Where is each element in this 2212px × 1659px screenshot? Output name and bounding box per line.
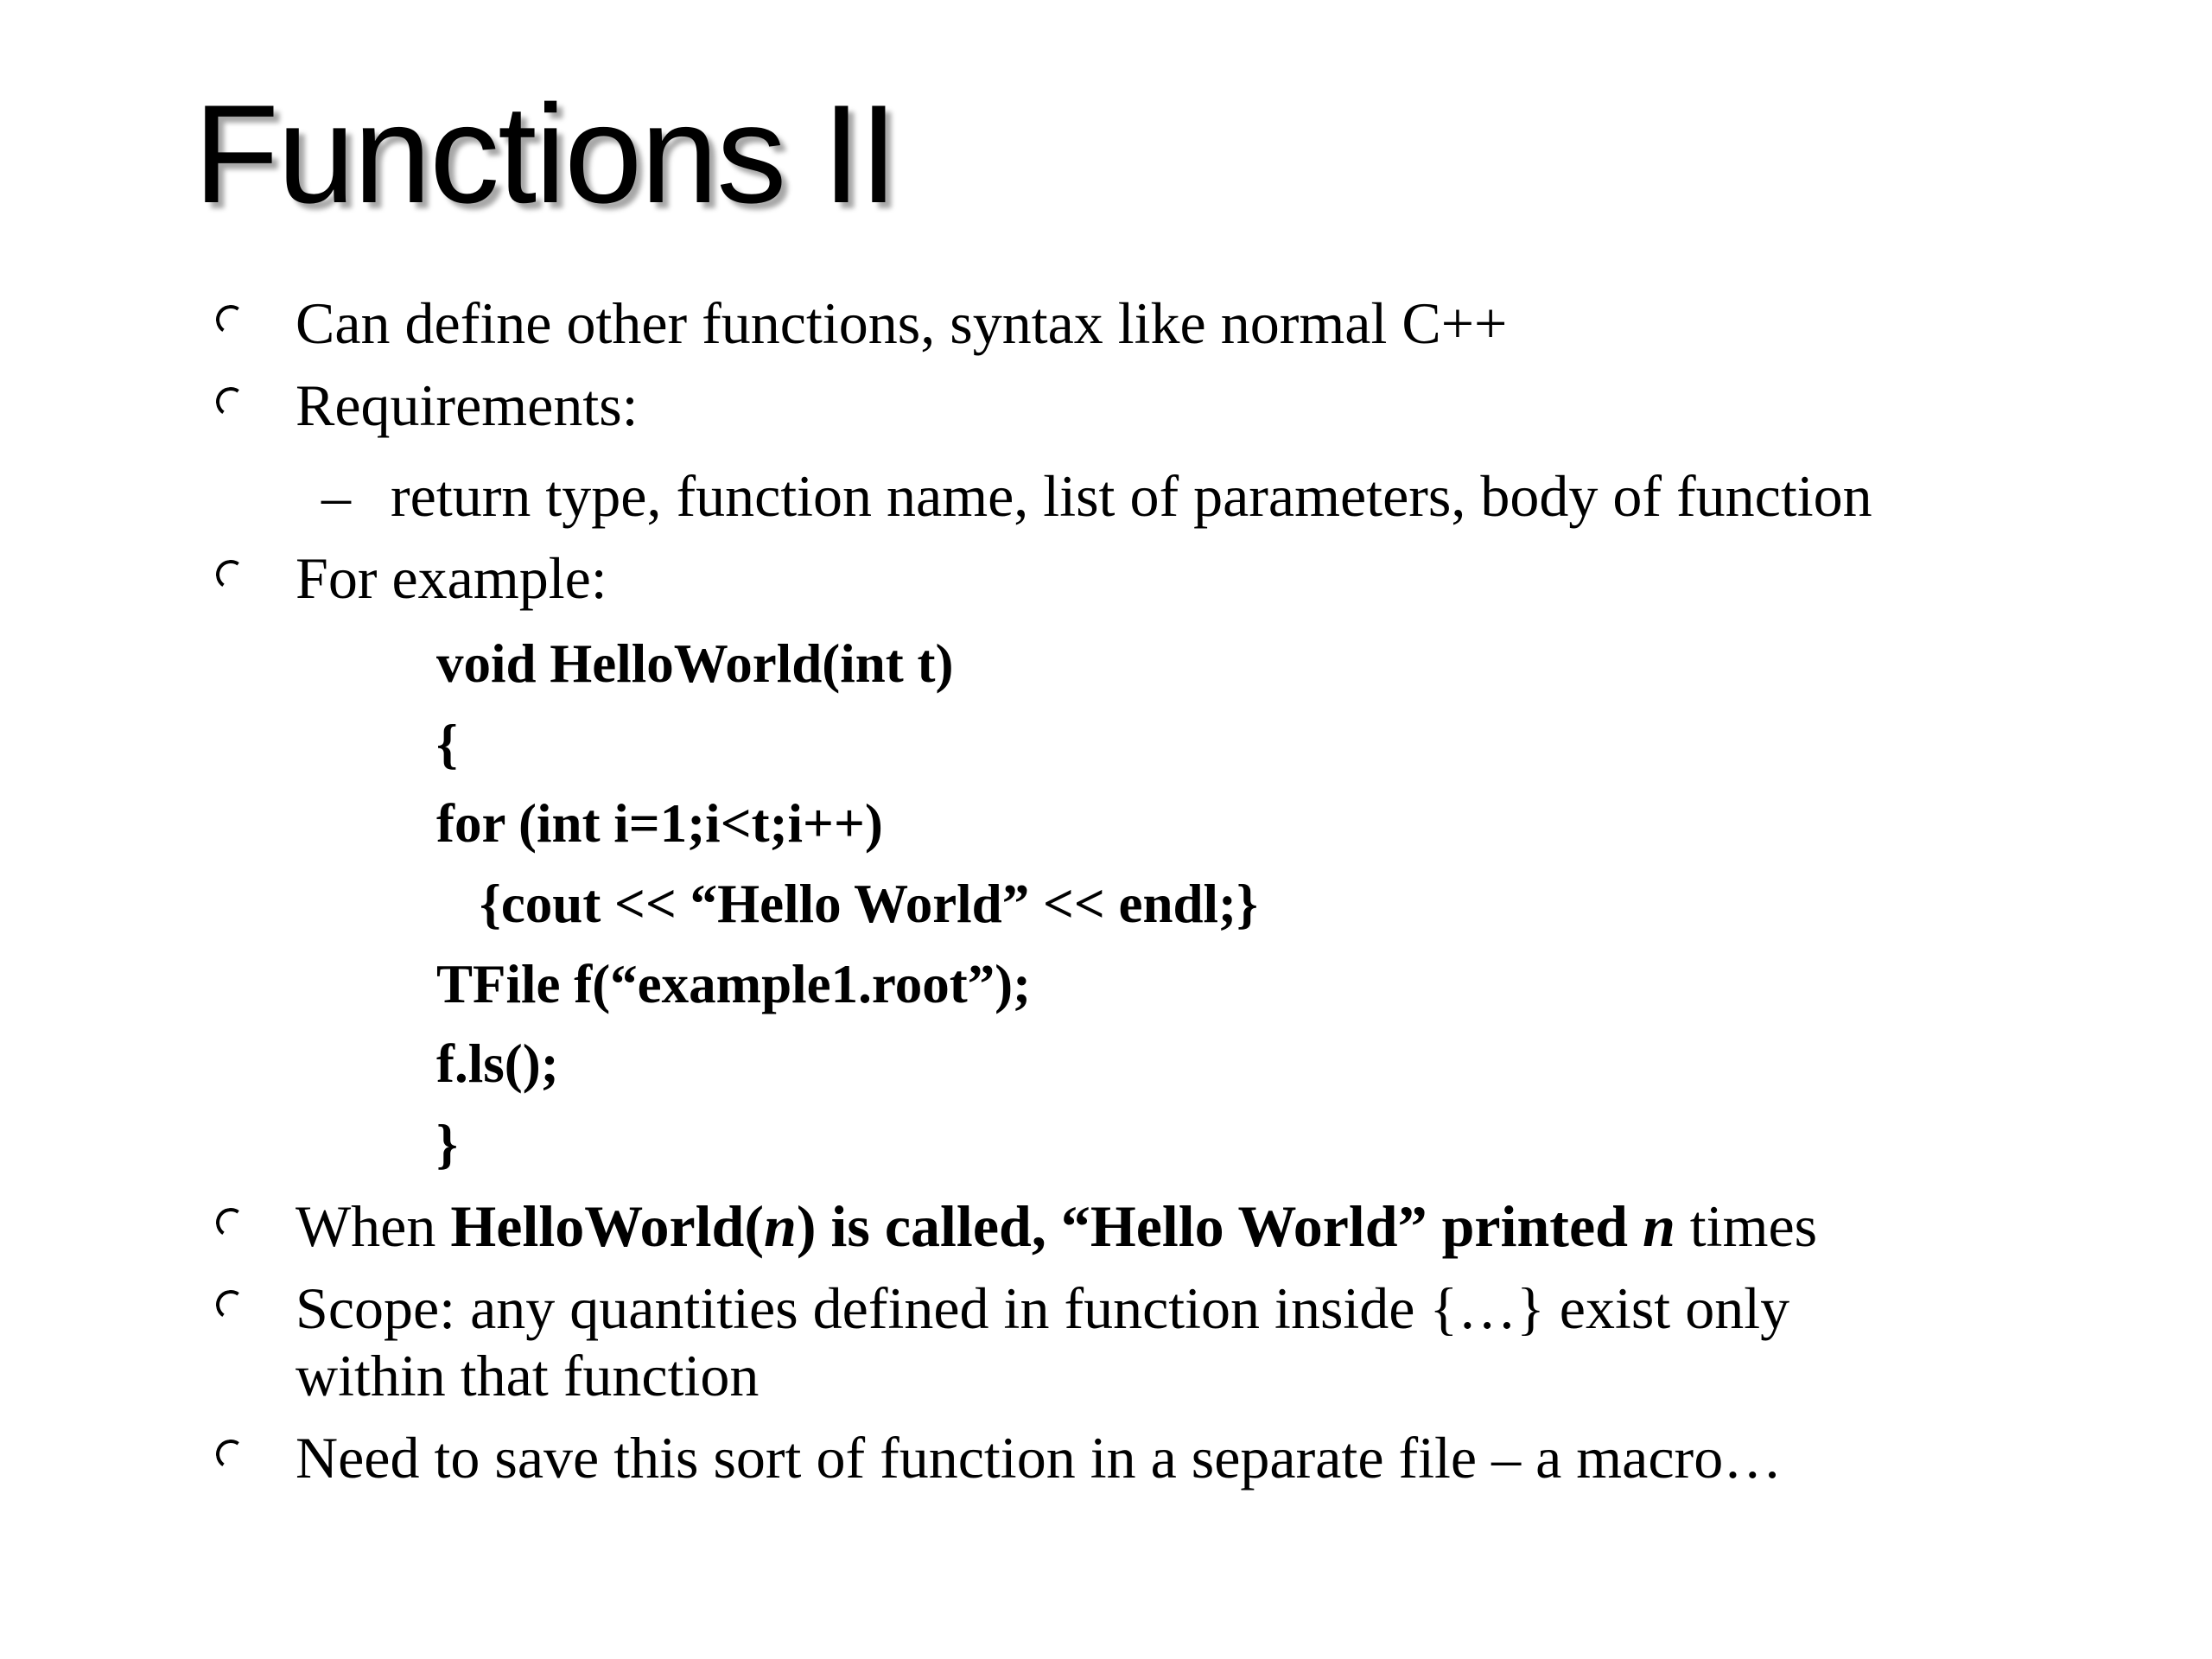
bullet-4-part: times — [1675, 1193, 1818, 1259]
bullet-icon — [213, 1205, 247, 1239]
bullet-4-arg-n: n — [764, 1193, 797, 1259]
bullet-4-part: When — [296, 1193, 451, 1259]
bullet-icon — [213, 302, 247, 336]
bullet-icon — [213, 385, 247, 418]
code-line-7: } — [436, 1114, 458, 1174]
code-line-3: for (int i=1;i<t;i++) — [436, 793, 883, 854]
bullet-text-1: Can define other functions, syntax like normal C++ — [296, 290, 1508, 356]
code-line-4: {cout << “Hello World” << endl;} — [480, 874, 1258, 934]
code-line-6: f.ls(); — [436, 1033, 559, 1094]
bullet-text-5-line-2: within that function — [296, 1343, 760, 1408]
bullet-icon — [213, 1437, 247, 1471]
bullet-text-4 — [296, 1193, 1818, 1259]
bullet-4-part: ) is called, “Hello World” printed — [796, 1193, 1643, 1259]
bullet-text-6: Need to save this sort of function in a separate file – a macro… — [296, 1425, 1783, 1491]
code-line-5: TFile f(“example1.root”); — [436, 954, 1032, 1014]
bullet-text-3: For example: — [296, 545, 607, 611]
code-line-1: void HelloWorld(int t) — [436, 633, 954, 694]
code-line-2: { — [436, 714, 458, 774]
sub-bullet-text: return type, function name, list of parameters, body of function — [391, 463, 1872, 529]
slide-title: Functions II — [194, 76, 897, 232]
bullet-4-function-name: HelloWorld( — [450, 1193, 765, 1259]
bullet-icon — [213, 557, 247, 591]
bullet-4-count-n: n — [1642, 1193, 1675, 1259]
bullet-text-2: Requirements: — [296, 372, 639, 438]
bullet-text-5-line-1: Scope: any quantities defined in function inside {…} exist only — [296, 1275, 1790, 1341]
dash-icon: – — [321, 463, 351, 529]
bullet-icon — [213, 1287, 247, 1321]
